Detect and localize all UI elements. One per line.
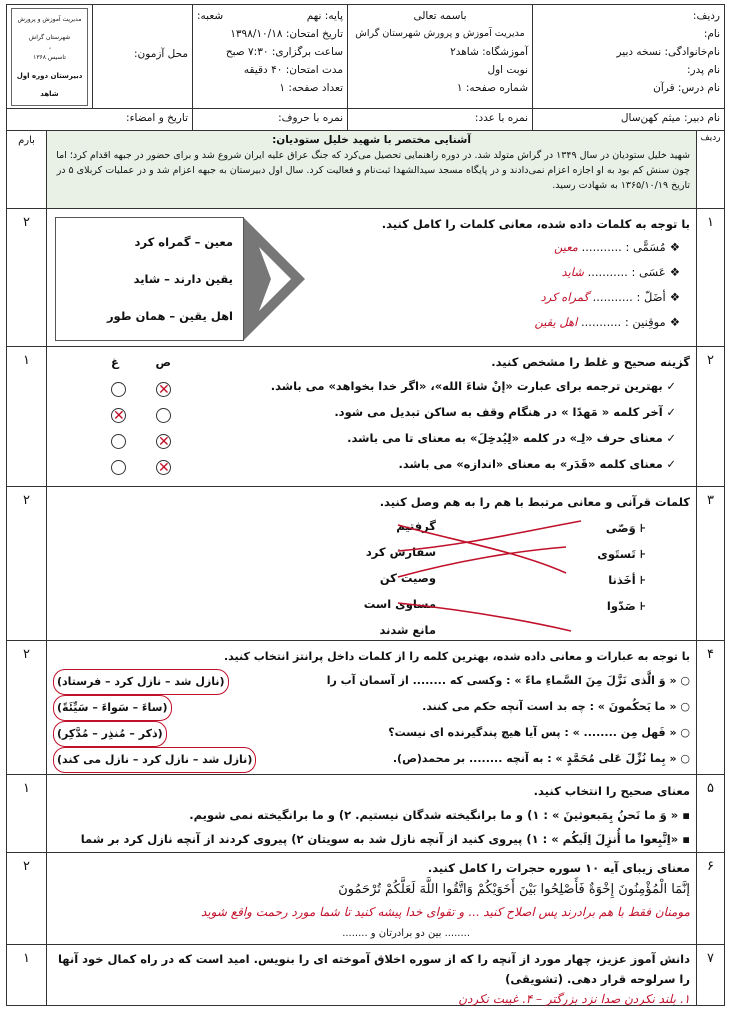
martyr-bio-section [6, 130, 725, 208]
subject-label: نام درس: قرآن [653, 82, 720, 94]
question-number: ۳ [696, 487, 724, 640]
false-circle[interactable] [111, 408, 126, 423]
radif-label: ردیف: [692, 10, 720, 22]
diamond-bullet-icon: ❖ [669, 290, 680, 304]
exam-date-label: تاریخ امتحان: ۱۳۹۸/۱۰/۱۸ [230, 28, 343, 40]
true-circle[interactable] [156, 382, 171, 397]
handwritten-answer: اهل یقین [534, 315, 578, 329]
edare-label: مدیریت آموزش و پرورش شهرستان گراش [355, 28, 525, 39]
question-score: ۲ [7, 641, 47, 774]
word-bank-box [55, 217, 305, 341]
list-item: ○ « وَ الَّذی نَزَّلَ مِنَ السَّماءِ ماءً » : وکسی که ........ از آسمان آب را (نازل شد – نازل کرد – فرستاد) [53, 669, 690, 695]
false-circle[interactable] [111, 382, 126, 397]
list-item: ⫞ وَصّی [605, 521, 646, 535]
family-label: نام‌خانوادگی: نسخه دبیر [616, 46, 720, 58]
question-body [47, 775, 696, 852]
question-body [47, 209, 696, 346]
question-body [47, 853, 696, 944]
basmeh-label: باسمه تعالی [413, 10, 467, 22]
diamond-bullet-icon: ❖ [669, 315, 680, 329]
martyr-bio-text: شهید خلیل ستودیان در سال ۱۳۴۹ در گراش متولد شد. در دوره راهنمایی تحصیل می‌کرد که جنگ عراق علیه ایران شروع شد و برای حضور در جبهه اقدام کرد؛ اما چون سنش کم بود به او اجازه اعزام نمی‌دادند و در پایگاه مسجد سیدالشهدا ثبت‌نام و فعالیت کرد. سال اول دبیرستان به جبهه اعزام شد و در عملیات کربلای ۵ در تاریخ ۱۳۶۵/۱۰/۱۹ به شهادت رسید. [56, 150, 690, 191]
question-prompt: با توجه به عبارات و معانی داده شده، بهترین کلمه را از کلمات داخل پرانتز انتخاب کنید. [223, 650, 690, 663]
question-number: ۵ [696, 775, 724, 852]
question-7 [6, 944, 725, 1006]
question-prompt: معنای صحیح را انتخاب کنید. [533, 784, 690, 798]
list-item: ✓ آخر کلمه « مَهدًا » در هنگام وقف به ساکن تبدیل می شود. [334, 405, 676, 419]
list-item: ▪ « وَ ما نَحنُ بِمَبعوثینَ » : ۱) و ما برانگیخته شدگان نیستیم. ۲) و ما برانگیخته نمی شویم. [189, 808, 690, 822]
handwritten-answer: معین [554, 240, 578, 254]
score-number-label: نمره با عدد: [347, 109, 532, 130]
question-1 [6, 208, 725, 346]
grade-label: پایه: نهم [306, 10, 343, 22]
question-body [47, 487, 696, 640]
place-column [92, 5, 192, 108]
question-prompt: دانش آموز عزیز، چهار مورد از آنچه را که از سوره اخلاق آموخته ای را بنویس. امید است که در راه کمال خود آنها را سرلوحه قرار دهی. (تشویقی) [57, 952, 690, 986]
question-prompt: گزینه صحیح و غلط را مشخص کنید. [491, 355, 690, 369]
logo-top-text: مدیریت آموزش و پرورش شهرستان گراش [17, 15, 82, 41]
father-label: نام پدر: [686, 64, 720, 76]
list-item: ⫞ صَدّوا [606, 599, 646, 613]
school-label: آموزشگاه: شاهد۲ [450, 46, 528, 58]
question-6 [6, 852, 725, 944]
checkmark-bullet-icon: ✓ [662, 431, 676, 445]
teacher-label: نام دبیر: میثم کهن‌سال [532, 109, 724, 130]
true-header: ص [155, 355, 171, 369]
student-info-column [532, 5, 724, 108]
question-body [47, 641, 696, 774]
list-item: مساوی است [363, 597, 436, 611]
list-item: ❖عَسَی : ........... شاید [561, 265, 680, 279]
school-logo [11, 8, 88, 106]
handwritten-answer: مومنان فقط با هم برادرند پس اصلاح کنید ... و تقوای خدا پیشه کنید تا شما مورد رحمت واقع شوید [201, 905, 690, 919]
question-score: ۱ [7, 775, 47, 852]
page-number-label: شماره صفحه: ۱ [456, 82, 528, 94]
handwritten-answer: گمراه کرد [540, 290, 589, 304]
true-circle[interactable] [156, 434, 171, 449]
options-group: (ذکر – مُنذِر – مُدَّکِر) [53, 721, 167, 747]
false-header: غ [111, 355, 119, 369]
score-letters-label: نمره با حروف: [192, 109, 347, 130]
handwritten-answer: ۱. بلند نکردن صدا نزد بزرگتر – ۴. غیبت نکردن [458, 992, 690, 1006]
school-info-column [347, 5, 532, 108]
handwritten-answer: شاید [561, 265, 584, 279]
checkmark-bullet-icon: ✓ [662, 457, 676, 471]
question-number: ۴ [696, 641, 724, 774]
answer-row [111, 460, 171, 475]
options-group: (نازل شد – نازل کرد – نازل می کند) [53, 747, 256, 773]
true-false-grid [111, 351, 171, 475]
checkmark-bullet-icon: ✓ [662, 405, 676, 419]
question-5 [6, 774, 725, 852]
place-label: محل آزمون: [134, 48, 188, 60]
answer-row [111, 434, 171, 449]
diamond-bullet-icon: ❖ [669, 265, 680, 279]
list-item: ❖موقِنین : ........... اهل یقین [534, 315, 680, 329]
true-false-header [111, 351, 171, 373]
answer-row [111, 382, 171, 397]
question-score: ۱ [7, 347, 47, 486]
list-item: گرفتیم [396, 519, 436, 533]
exam-time-label: ساعت برگزاری: ۷:۳۰ صبح [225, 46, 343, 58]
list-item: ▪ «اِتَّبِعوا ما أُنزِلَ اِلَیکُم » : ۱) پیروی کنید از آنچه نازل شد به سویتان ۲) پیروی کردند از آنچه نازل کرد بر شما [80, 832, 690, 846]
question-2 [6, 346, 725, 486]
name-label: نام: [703, 28, 720, 40]
list-item: ❖مُسَمًّی : ........... معین [554, 240, 680, 254]
question-score: ۱ [7, 945, 47, 1005]
options-group: (نازل شد – نازل کرد – فرستاد) [53, 669, 229, 695]
list-item: ✓ بهترین ترجمه برای عبارت «إنْ شاءَ الله»، «اگر خدا بخواهد» می باشد. [270, 379, 676, 393]
nobat-label: نوبت اول [487, 64, 528, 76]
word-bank-item: معین – گمراه کرد [134, 234, 233, 249]
list-item: ○ « فَهل مِن ........ » : پس آیا هیچ پندگیرنده ای نیست؟ (ذکر – مُنذِر – مُدَّکِر) [53, 721, 690, 747]
question-number: ۶ [696, 853, 724, 944]
checkmark-bullet-icon: ✓ [662, 379, 676, 393]
list-item: وصیت کن [379, 571, 436, 585]
list-item: ✓ معنای کلمه «قَدَر» به معنای «اندازه» می باشد. [398, 457, 676, 471]
list-item: ○ « بِما نُزِّلَ عَلی مُحَمَّدٍ » : به آنچه ........ بر محمد(ص). (نازل شد – نازل کرد – نازل می کند) [53, 747, 690, 773]
question-number: ۷ [696, 945, 724, 1005]
question-number: ۲ [696, 347, 724, 486]
exam-duration-label: مدت امتحان: ۴۰ دقیقه [243, 64, 343, 76]
quran-words-list [597, 515, 646, 619]
sign-label: تاریخ و امضاء: [126, 112, 188, 124]
martyr-bio [47, 131, 696, 208]
question-body [47, 347, 696, 486]
answer-row [111, 408, 171, 423]
question-score: ۲ [7, 853, 47, 944]
ayah-text: إنَّمَا الْمُؤْمِنُونَ إِخْوَةٌ فَأَصْلِحُوا بَيْنَ أَخَوَيْكُمْ وَاتَّقُوا اللَّهَ لَعَلَّكُمْ تُرْحَمُونَ [338, 882, 690, 897]
list-item: ❖أضَلّ : ........... گمراه کرد [540, 290, 680, 304]
class-label: شعبه: [197, 10, 224, 22]
list-item: ✓ معنای حرف «لِـ» در کلمه «لِیُدخِلَ» به معنای تا می باشد. [347, 431, 676, 445]
list-item: سفارش کرد [365, 545, 436, 559]
word-bank-item: یقین دارند – شاید [133, 271, 233, 286]
list-item: ○ « ما یَحکُمونَ » : چه بد است آنچه حکم می کنند. (ساءَ – سَواءَ – سَیِّئَةً) [53, 695, 690, 721]
list-item: ⫞ تَستَوی [597, 547, 646, 561]
question-prompt: با توجه به کلمات داده شده، معانی کلمات را کامل کنید. [381, 217, 690, 231]
list-item: مانع شدند [379, 623, 436, 637]
word-bank-item: اهل یقین – همان طور [106, 309, 233, 324]
logo-bottom-text: دبیرستان دوره اول شاهد [16, 71, 83, 98]
list-item: ⫞ أخَذنا [608, 573, 646, 587]
matching-lines [396, 511, 596, 641]
false-circle[interactable] [111, 434, 126, 449]
false-circle[interactable] [111, 460, 126, 475]
page-count-label: تعداد صفحه: ۱ [279, 82, 343, 94]
question-prompt: معنای زیبای آیه ۱۰ سوره حجرات را کامل کنید. [427, 861, 690, 875]
options-group: (ساءَ – سَواءَ – سَیِّئَةً) [53, 695, 172, 721]
diamond-bullet-icon: ❖ [669, 240, 680, 254]
question-number: ۱ [696, 209, 724, 346]
exam-info-column [192, 5, 347, 108]
barem-label: بارم [7, 131, 47, 208]
score-row [6, 108, 725, 130]
word-bank-list [55, 217, 243, 341]
fill-line: ........ بین دو برادرتان و ........ [342, 928, 470, 939]
question-score: ۲ [7, 209, 47, 346]
martyr-bio-title: آشنایی مختصر با شهید خلیل ستودیان: [272, 134, 471, 146]
true-circle[interactable] [156, 460, 171, 475]
logo-year-text: تاسیس ۱۳۶۸ [33, 53, 66, 61]
question-4 [6, 640, 725, 774]
logo-cell [7, 5, 92, 108]
radif-column-label: ردیف [696, 131, 724, 208]
question-score: ۲ [7, 487, 47, 640]
true-circle[interactable] [156, 408, 171, 423]
question-3 [6, 486, 725, 640]
question-body [47, 945, 696, 1005]
question-prompt: کلمات قرآنی و معانی مرتبط با هم را به هم وصل کنید. [379, 495, 690, 509]
exam-header [6, 4, 725, 108]
